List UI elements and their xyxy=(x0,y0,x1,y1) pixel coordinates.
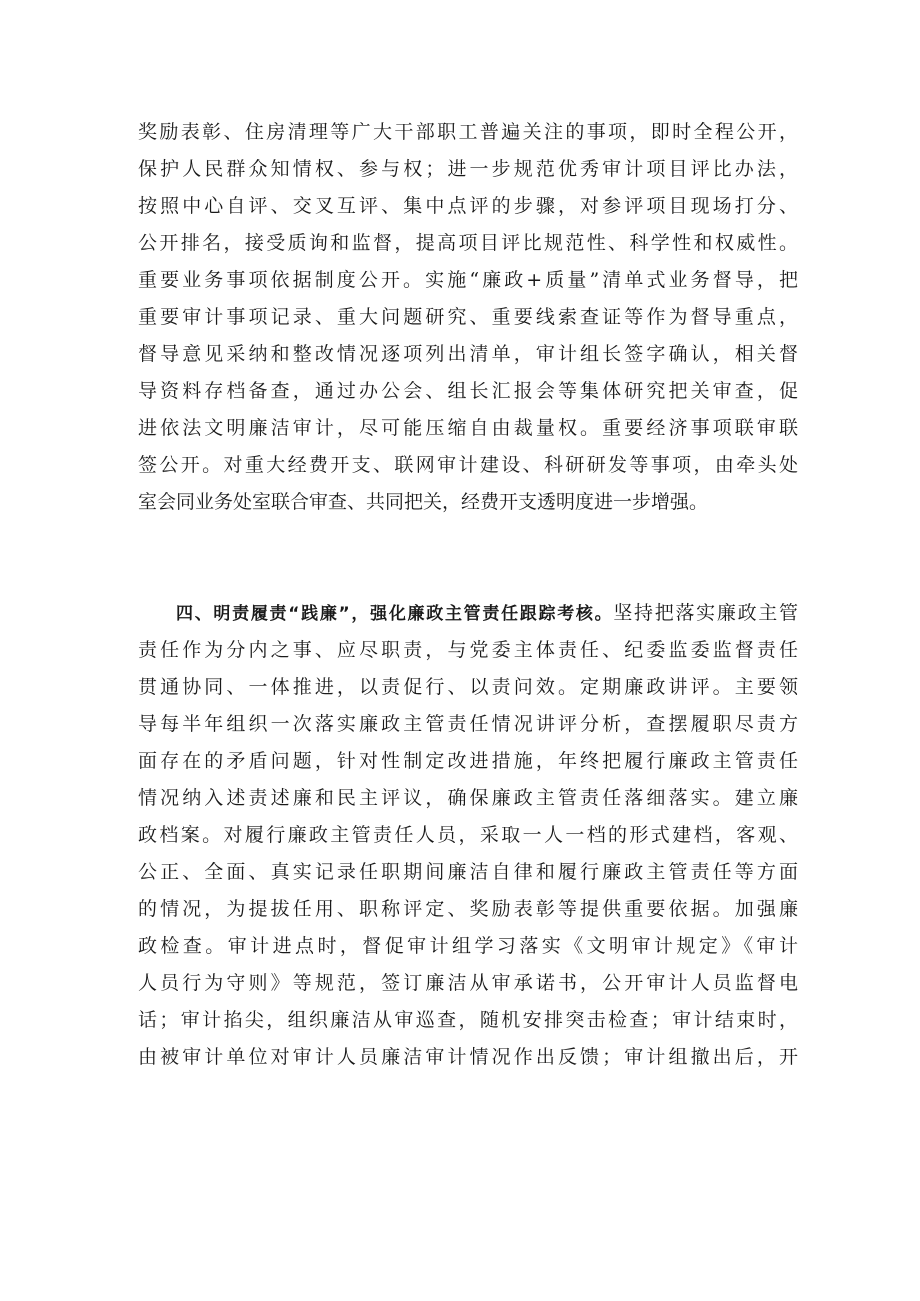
text-line: 重要业务事项依据制度公开。实施“廉政+质量”清单式业务督导，把 xyxy=(138,269,798,291)
text-line: 贯通协同、一体推进，以责促行、以责问效。定期廉政讲评。主要领 xyxy=(138,676,798,698)
text-line: 责任作为分内之事、应尽职责，与党委主体责任、纪委监委监督责任 xyxy=(138,639,798,661)
heading-line-rest: 坚持把落实廉政主管 xyxy=(613,602,798,624)
text-line: 督导意见采纳和整改情况逐项列出清单，审计组长签字确认，相关督 xyxy=(138,343,798,365)
text-line: 公正、全面、真实记录任职期间廉洁自律和履行廉政主管责任等方面 xyxy=(138,861,798,883)
text-line: 的情况，为提拔任用、职称评定、奖励表彰等提供重要依据。加强廉 xyxy=(138,898,798,920)
heading-line xyxy=(138,595,798,632)
text-line: 政档案。对履行廉政主管责任人员，采取一人一档的形式建档，客观、 xyxy=(138,824,798,846)
text-line: 情况纳入述责述廉和民主评议，确保廉政主管责任落细落实。建立廉 xyxy=(138,787,798,809)
paragraph-2 xyxy=(138,595,798,1076)
text-line: 人员行为守则》等规范，签订廉洁从审承诺书，公开审计人员监督电 xyxy=(138,972,798,994)
text-line: 导资料存档备查，通过办公会、组长汇报会等集体研究把关审查，促 xyxy=(138,380,798,402)
text-line: 室会同业务处室联合审查、共同把关，经费开支透明度进一步增强。 xyxy=(138,491,709,513)
text-line: 进依法文明廉洁审计，尽可能压缩自由裁量权。重要经济事项联审联 xyxy=(138,417,798,439)
paragraph-1 xyxy=(138,114,798,521)
text-line: 按照中心自评、交叉互评、集中点评的步骤，对参评项目现场打分、 xyxy=(138,195,798,217)
text-line: 面存在的矛盾问题，针对性制定改进措施，年终把履行廉政主管责任 xyxy=(138,750,798,772)
text-line: 保护人民群众知情权、参与权；进一步规范优秀审计项目评比办法， xyxy=(138,158,798,180)
text-line: 重要审计事项记录、重大问题研究、重要线索查证等作为督导重点， xyxy=(138,306,798,328)
text-line: 导每半年组织一次落实廉政主管责任情况讲评分析，查摆履职尽责方 xyxy=(138,713,798,735)
section-heading: 四、明责履责“践廉”，强化廉政主管责任跟踪考核。 xyxy=(176,604,614,624)
text-line: 由被审计单位对审计人员廉洁审计情况作出反馈；审计组撤出后，开 xyxy=(138,1046,798,1068)
text-line: 公开排名，接受质询和监督，提高项目评比规范性、科学性和权威性。 xyxy=(138,232,798,254)
text-line: 奖励表彰、住房清理等广大干部职工普遍关注的事项，即时全程公开， xyxy=(138,121,798,143)
text-line: 政检查。审计进点时，督促审计组学习落实《文明审计规定》《审计 xyxy=(138,935,798,957)
text-line: 签公开。对重大经费开支、联网审计建设、科研研发等事项，由牵头处 xyxy=(138,454,798,476)
text-line: 话；审计掐尖，组织廉洁从审巡查，随机安排突击检查；审计结束时， xyxy=(138,1009,798,1031)
